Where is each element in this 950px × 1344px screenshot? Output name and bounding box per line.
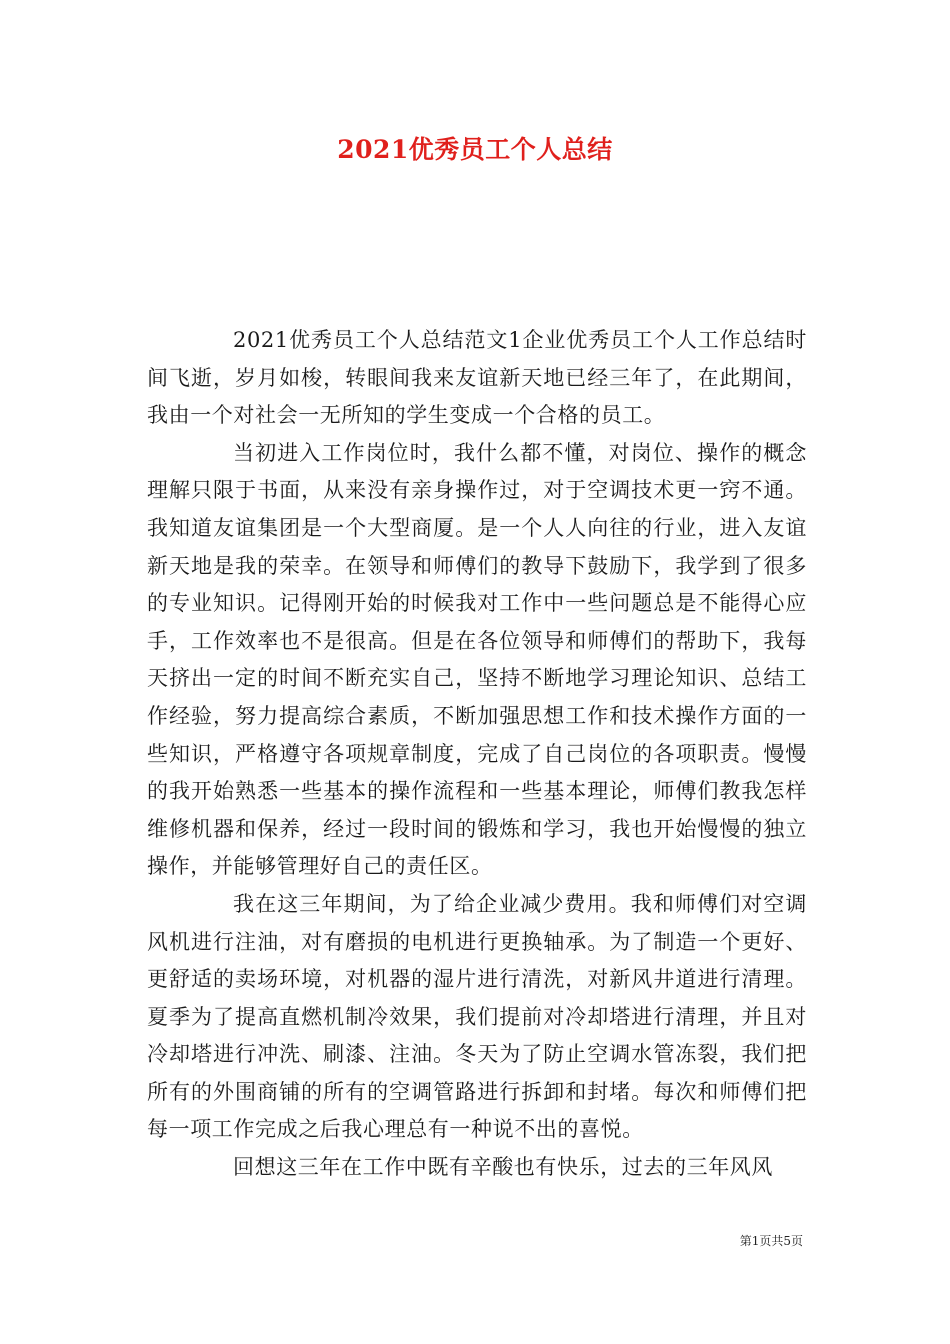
page-number-footer: 第1页共5页	[739, 1234, 803, 1248]
paragraph-2: 当初进入工作岗位时，我什么都不懂，对岗位、操作的概念理解只限于书面，从来没有亲身操作过，对于空调技术更一窍不通。我知道友谊集团是一个大型商厦。是一个人人向往的行业，进入友谊新天地是我的荣幸。在领导和师傅们的教导下鼓励下，我学到了很多的专业知识。记得刚开始的时候我对工作中一些问题总是不能得心应手，工作效率也不是很高。但是在各位领导和师傅们的帮助下，我每天挤出一定的时间不断充实自己，坚持不断地学习理论知识、总结工作经验，努力提高综合素质，不断加强思想工作和技术操作方面的一些知识，严格遵守各项规章制度，完成了自己岗位的各项职责。慢慢的我开始熟悉一些基本的操作流程和一些基本理论，师傅们教我怎样维修机器和保养，经过一段时间的锻炼和学习，我也开始慢慢的独立操作，并能够管理好自己的责任区。	[147, 440, 807, 879]
paragraph-1: 2021优秀员工个人总结范文1企业优秀员工个人工作总结时间飞逝，岁月如梭，转眼间我来友谊新天地已经三年了，在此期间，我由一个对社会一无所知的学生变成一个合格的员工。	[147, 328, 807, 428]
document-title: 2021优秀员工个人总结	[337, 135, 613, 164]
document-body	[147, 322, 807, 1187]
paragraph-4: 回想这三年在工作中既有辛酸也有快乐，过去的三年风风	[233, 1155, 773, 1180]
paragraph-3: 我在这三年期间，为了给企业减少费用。我和师傅们对空调风机进行注油，对有磨损的电机进行更换轴承。为了制造一个更好、更舒适的卖场环境，对机器的湿片进行清洗，对新风井道进行清理。夏季为了提高直燃机制冷效果，我们提前对冷却塔进行清理，并且对冷却塔进行冲洗、刷漆、注油。冬天为了防止空调水管冻裂，我们把所有的外围商铺的所有的空调管路进行拆卸和封堵。每次和师傅们把每一项工作完成之后我心理总有一种说不出的喜悦。	[147, 891, 807, 1142]
